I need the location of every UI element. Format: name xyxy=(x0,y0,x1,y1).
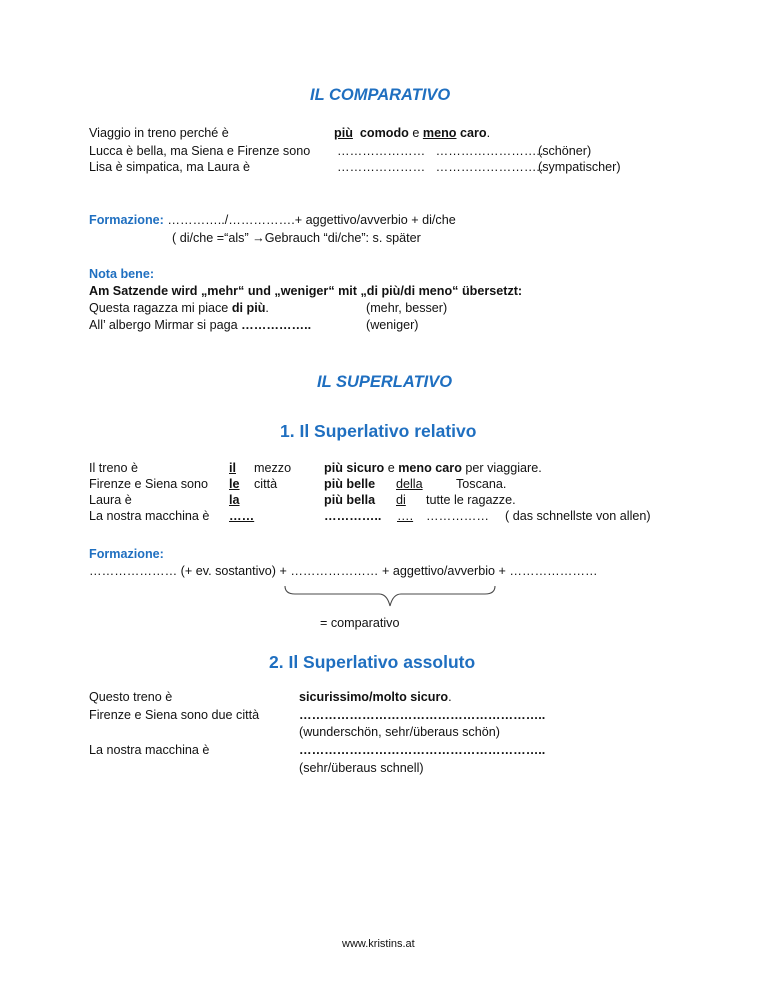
assoluto-subject: Questo treno è xyxy=(89,690,173,704)
brace-note: = comparativo xyxy=(320,616,400,630)
formazione-label: Formazione: xyxy=(89,213,164,227)
note-text: ( di/che =“als” xyxy=(172,231,249,245)
rest-text: per viaggiare. xyxy=(465,461,542,475)
relativo-article: …… xyxy=(229,509,255,523)
example-text: Lucca è bella, ma Siena e Firenze sono xyxy=(89,144,311,158)
formazione-formula: …………../…………….+ aggettivo/avverbio + di/che xyxy=(167,213,456,227)
relativo-row-subject: Laura è xyxy=(89,493,132,507)
caro-word: caro xyxy=(459,126,487,140)
nota-example-2-hint: (weniger) xyxy=(366,318,419,332)
example-text: Viaggio in treno perché è xyxy=(89,126,229,140)
assoluto-answer xyxy=(299,689,452,705)
comparativo-example-3-blanks xyxy=(337,159,543,175)
superlativo-formazione-formula: ………………… (+ ev. sostantivo) + ………………… + aggettivo/avverbio + ………………… xyxy=(89,564,598,578)
example-text: All’ albergo Mirmar si paga xyxy=(89,318,238,332)
superlativo-title: IL SUPERLATIVO xyxy=(317,373,453,391)
relativo-row-3-rest: tutte le ragazze. xyxy=(426,493,516,507)
relativo-noun: mezzo xyxy=(254,461,292,475)
relativo-article: il xyxy=(229,461,236,475)
assoluto-subject: La nostra macchina è xyxy=(89,743,210,757)
e-word: e xyxy=(412,126,420,140)
period: . xyxy=(448,690,452,704)
di-piu-word: di più xyxy=(231,301,266,315)
relativo-row-1-answer xyxy=(324,460,542,476)
relativo-row-subject: Firenze e Siena sono xyxy=(89,477,209,491)
comparativo-example-1 xyxy=(89,125,229,141)
superlativo-assoluto-heading: 2. Il Superlativo assoluto xyxy=(269,652,476,672)
example-text: Questa ragazza mi piace xyxy=(89,301,229,315)
nota-bene-label: Nota bene: xyxy=(89,267,155,281)
nota-bene-rule: Am Satzende wird „mehr“ und „weniger“ mit „di più/di meno“ übersetzt: xyxy=(89,284,523,298)
e-word: e xyxy=(387,461,395,475)
arrow-right-icon: → xyxy=(252,231,265,245)
relativo-article: le xyxy=(229,477,240,491)
comodo-word: comodo xyxy=(359,126,409,140)
comparativo-title: IL COMPARATIVO xyxy=(310,86,451,104)
comparativo-formazione-note xyxy=(172,230,421,246)
piu-sicuro: più sicuro xyxy=(324,461,385,475)
assoluto-hint: (sehr/überaus schnell) xyxy=(299,761,424,775)
assoluto-hint: (wunderschön, sehr/überaus schön) xyxy=(299,725,500,739)
meno-caro: meno caro xyxy=(398,461,462,475)
relativo-row-subject: La nostra macchina è xyxy=(89,509,210,523)
blank: …………………….. xyxy=(435,144,544,158)
blank: …………….. xyxy=(241,318,312,332)
relativo-row-subject: Il treno è xyxy=(89,461,139,475)
relativo-row-3-adj: più bella xyxy=(324,493,376,507)
superlativo-relativo-heading: 1. Il Superlativo relativo xyxy=(280,421,477,441)
relativo-row-4-hint: ( das schnellste von allen) xyxy=(505,509,651,523)
relativo-row-3-prep: di xyxy=(396,493,406,507)
sicurissimo: sicurissimo/molto sicuro xyxy=(299,690,449,704)
relativo-article: la xyxy=(229,493,240,507)
blank: ………………… xyxy=(337,160,426,174)
nota-example-2 xyxy=(89,317,311,333)
superlativo-formazione-label: Formazione: xyxy=(89,547,164,561)
note-text: Gebrauch “di/che”: s. später xyxy=(264,231,421,245)
relativo-row-2-prep: della xyxy=(396,477,423,491)
blank: …………………….. xyxy=(435,160,544,174)
comparativo-example-2-hint: (schöner) xyxy=(538,144,592,158)
meno-word: meno xyxy=(422,126,457,140)
relativo-row-4-blank: …………… xyxy=(426,509,489,523)
comparativo-example-3 xyxy=(89,159,250,175)
comparativo-example-1-answer xyxy=(334,125,490,141)
blank: ………………… xyxy=(337,144,426,158)
comparativo-example-2 xyxy=(89,143,310,159)
brace-icon xyxy=(283,584,497,610)
comparativo-example-2-blanks xyxy=(337,143,543,159)
period: . xyxy=(486,126,491,140)
relativo-noun: città xyxy=(254,477,278,491)
relativo-row-2-place: Toscana. xyxy=(456,477,507,491)
relativo-row-4-blank: ………….. xyxy=(324,509,382,523)
nota-example-1 xyxy=(89,300,269,316)
piu-word: più xyxy=(334,126,353,140)
nota-example-1-hint: (mehr, besser) xyxy=(366,301,448,315)
relativo-row-4-blank: …. xyxy=(397,509,414,523)
period: . xyxy=(265,301,269,315)
example-text: Lisa è simpatica, ma Laura è xyxy=(89,160,251,174)
comparativo-example-3-hint: (sympatischer) xyxy=(538,160,621,174)
assoluto-blank: ………………………………………………….. xyxy=(299,708,546,722)
relativo-row-2-adj: più belle xyxy=(324,477,376,491)
comparativo-formazione xyxy=(89,212,456,228)
assoluto-blank: ………………………………………………….. xyxy=(299,743,546,757)
footer-url: www.kristins.at xyxy=(342,938,415,950)
assoluto-subject: Firenze e Siena sono due città xyxy=(89,708,260,722)
